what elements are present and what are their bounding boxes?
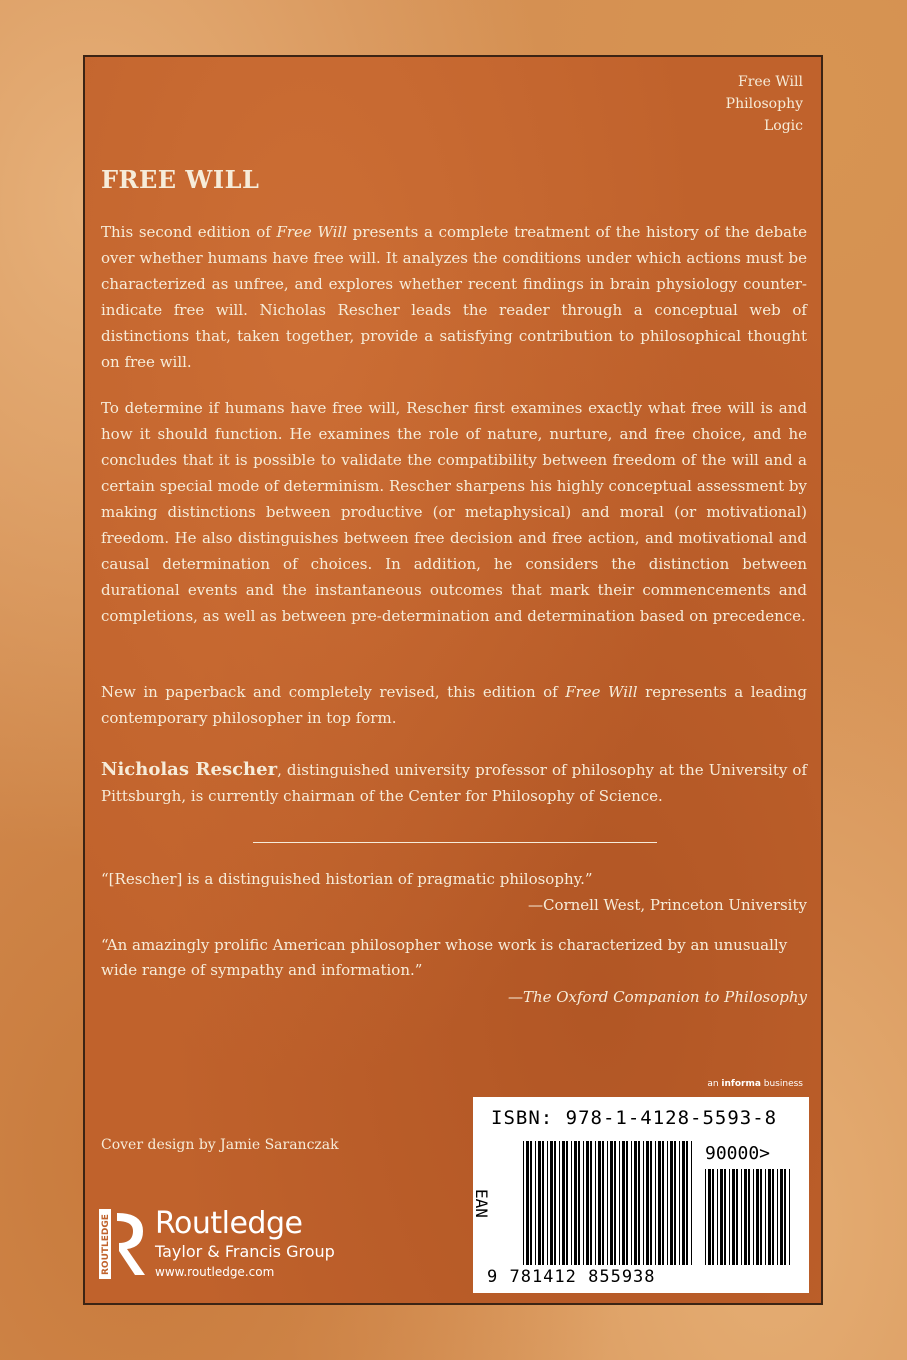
publisher-group: Taylor & Francis Group <box>155 1242 335 1261</box>
description-paragraph-3: New in paperback and completely revised, this edition of Free Will represents a leading contemporary philosopher in top form. <box>101 683 808 727</box>
divider <box>253 842 657 843</box>
author-bio: Nicholas Rescher, distinguished university professor of philosophy at the University of Pittsburgh, is currently chairman of the Center for Philosophy of Science. <box>101 759 807 805</box>
subject-item: Free Will <box>737 74 803 90</box>
endorsement-quote-2: “An amazingly prolific American philosopher whose work is characterized by an unusually wide range of sympathy and information.” <box>101 936 788 979</box>
barcode-bars <box>523 1141 693 1265</box>
endorsement-quote-1: “[Rescher] is a distinguished historian of pragmatic philosophy.” <box>101 870 593 888</box>
publisher-url: www.routledge.com <box>155 1265 275 1279</box>
price-code: 90000> <box>705 1143 771 1164</box>
title-italic: Free Will <box>276 223 348 241</box>
author-name: Nicholas Rescher <box>101 759 278 780</box>
addon-barcode-bars <box>705 1169 791 1265</box>
ean-digits: 9 781412 855938 <box>487 1267 656 1287</box>
endorsement-attribution-2: —The Oxford Companion to Philosophy <box>507 988 807 1006</box>
informa-business-tag: an informa business <box>707 1079 803 1089</box>
subject-item: Philosophy <box>725 96 803 112</box>
routledge-logo-icon <box>99 1209 149 1279</box>
ean-label: EAN <box>472 1189 491 1218</box>
subject-categories <box>726 71 803 137</box>
description-paragraph-1: This second edition of Free Will presents a complete treatment of the history of the debate over whether humans have free will. It analyzes the conditions under which actions must be characterized as unfree, and explores whether recent findings in brain physiology counter-indicate free will. Nicholas Rescher leads the reader through a conceptual web of distinctions that, taken together, provide a satisfying contribution to philosophical thought on free will. <box>101 223 807 371</box>
isbn-barcode <box>473 1097 809 1293</box>
subject-item: Logic <box>763 118 803 134</box>
isbn-number: ISBN: 978-1-4128-5593-8 <box>491 1107 778 1129</box>
back-cover-panel <box>83 55 823 1305</box>
description-paragraph-2: To determine if humans have free will, Rescher first examines exactly what free will is and how it should function. He examines the role of nature, nurture, and free choice, and he concludes that it is possible to validate the compatibility between freedom of the will and a certain special mode of determinism. Rescher sharpens his highly conceptual assessment by making distinctions between productive (or metaphysical) and moral (or motivational) freedom. He also distinguishes between free decision and free action, and motivational and causal determination of choices. In addition, he considers the distinction between durational events and the instantaneous outcomes that mark their commencements and completions, as well as between pre-determination and determination based on precedence. <box>101 399 807 625</box>
publisher-name: Routledge <box>155 1206 303 1241</box>
svg-text:ROUTLEDGE: ROUTLEDGE <box>101 1214 111 1275</box>
cover-design-credit: Cover design by Jamie Saranczak <box>101 1137 339 1153</box>
endorsement-attribution-1: —Cornell West, Princeton University <box>527 896 807 914</box>
publisher-logo <box>155 1207 335 1281</box>
book-title: FREE WILL <box>101 165 260 194</box>
title-italic: Free Will <box>565 683 638 701</box>
